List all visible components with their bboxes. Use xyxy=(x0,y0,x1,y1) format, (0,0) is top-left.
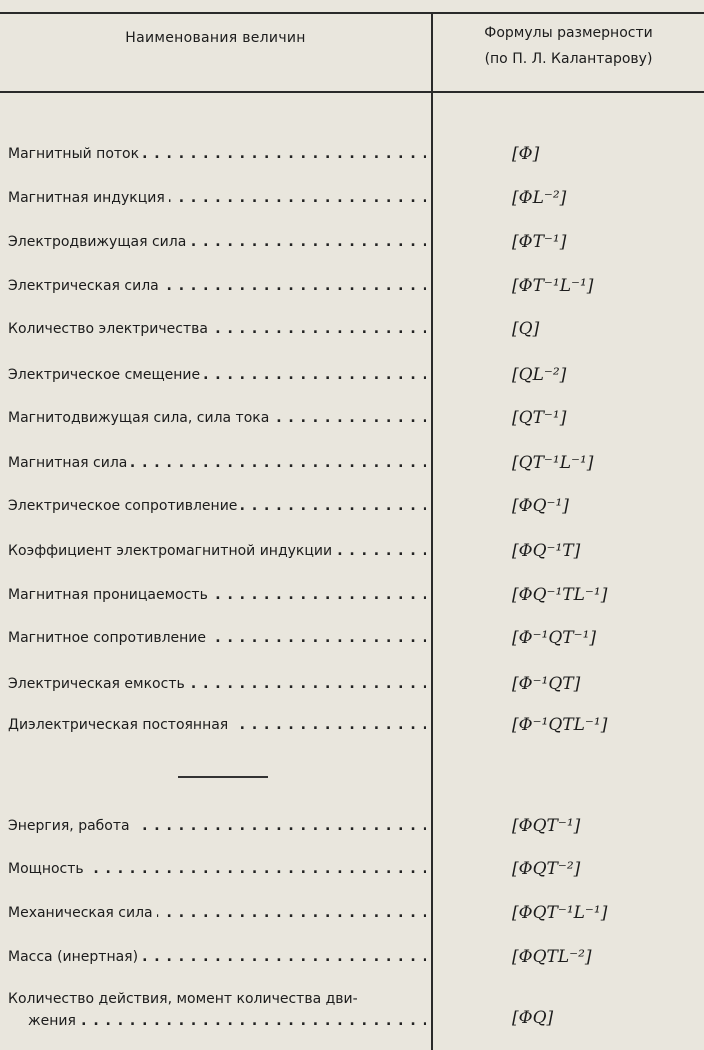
quantity-name-line1: Количество действия, момент количества дви- xyxy=(8,991,358,1007)
table-row xyxy=(0,404,704,432)
dimension-formula: [ΦQTL⁻²] xyxy=(512,947,592,967)
quantity-name: Энергия, работа . . . xyxy=(8,812,426,840)
table-row xyxy=(0,537,704,565)
dimension-formula: [Φ⁻¹QT⁻¹] xyxy=(512,628,597,648)
quantity-name: Электрическое смещение . . . xyxy=(8,361,426,389)
table-row xyxy=(0,711,704,739)
dimension-formula: [ΦQ⁻¹TL⁻¹] xyxy=(512,585,608,605)
dimension-formula: [ΦQ⁻¹] xyxy=(512,496,569,516)
quantity-name: Магнитный поток . . . xyxy=(8,140,426,168)
quantity-name: Электрическая сила . . . xyxy=(8,272,426,300)
dimension-formula: [ΦL⁻²] xyxy=(512,188,567,208)
quantity-name: Электрическая емкость . . . xyxy=(8,670,426,698)
table-row xyxy=(0,272,704,300)
quantity-name: Магнитная сила . . . xyxy=(8,449,426,477)
section-separator xyxy=(178,776,268,778)
header-dimension-formulas xyxy=(433,20,704,72)
dimension-formula: [ΦQT⁻¹] xyxy=(512,816,581,836)
quantity-name: Магнитное сопротивление . . . xyxy=(8,624,426,652)
quantity-name: Мощность . . . xyxy=(8,855,426,883)
table-row xyxy=(0,449,704,477)
dimension-formula: [Q] xyxy=(512,319,540,339)
quantity-name: Магнитодвижущая сила, сила тока . . . xyxy=(8,404,426,432)
dimension-formula: [ΦQT⁻²] xyxy=(512,859,581,879)
table-row xyxy=(0,855,704,883)
dimension-formula: [QL⁻²] xyxy=(512,365,567,385)
dimension-formula: [ΦT⁻¹L⁻¹] xyxy=(512,276,594,296)
header-quantity-names: Наименования величин xyxy=(125,30,306,46)
dimension-formula: [ΦQ] xyxy=(512,1008,554,1028)
dimension-formula: [ΦQ⁻¹T] xyxy=(512,541,581,561)
quantity-name-line2: жения . . . xyxy=(8,1010,426,1032)
quantity-name: Коэффициент электромагнитной индукции . . . xyxy=(8,537,426,565)
top-rule xyxy=(0,12,704,14)
table-row xyxy=(0,140,704,168)
quantity-name: Масса (инертная) . . . xyxy=(8,943,426,971)
table-row xyxy=(0,943,704,971)
table-row xyxy=(0,492,704,520)
dimension-formula: [QT⁻¹] xyxy=(512,408,567,428)
table-row xyxy=(0,899,704,927)
quantity-name: Электродвижущая сила . . . xyxy=(8,228,426,256)
quantity-name: Магнитная индукция . . . xyxy=(8,184,426,212)
quantity-name: Диэлектрическая постоянная . . . xyxy=(8,711,426,739)
dimension-formula: [QT⁻¹L⁻¹] xyxy=(512,453,594,473)
table-row xyxy=(0,184,704,212)
table-row xyxy=(0,315,704,343)
table-row xyxy=(0,228,704,256)
header-rule xyxy=(0,91,704,93)
table-row xyxy=(0,361,704,389)
dimension-formula: [Φ⁻¹QTL⁻¹] xyxy=(512,715,608,735)
dimension-formula: [Φ⁻¹QT] xyxy=(512,674,581,694)
quantity-name: Магнитная проницаемость . . . xyxy=(8,581,426,609)
table-row-multiline xyxy=(8,988,426,1032)
quantity-name: Электрическое сопротивление . . . xyxy=(8,492,426,520)
header-right-line1: Формулы размерности xyxy=(484,25,653,41)
quantity-name: Механическая сила . . . xyxy=(8,899,426,927)
dimension-formula: [Φ] xyxy=(512,144,540,164)
table-row xyxy=(0,670,704,698)
quantity-name: Количество электричества . . . xyxy=(8,315,426,343)
table-row xyxy=(0,581,704,609)
table-row xyxy=(0,812,704,840)
header-right-line2: (по П. Л. Калантарову) xyxy=(484,51,653,67)
table-row xyxy=(0,624,704,652)
dimension-formula: [ΦQT⁻¹L⁻¹] xyxy=(512,903,608,923)
dimension-formula: [ΦT⁻¹] xyxy=(512,232,567,252)
